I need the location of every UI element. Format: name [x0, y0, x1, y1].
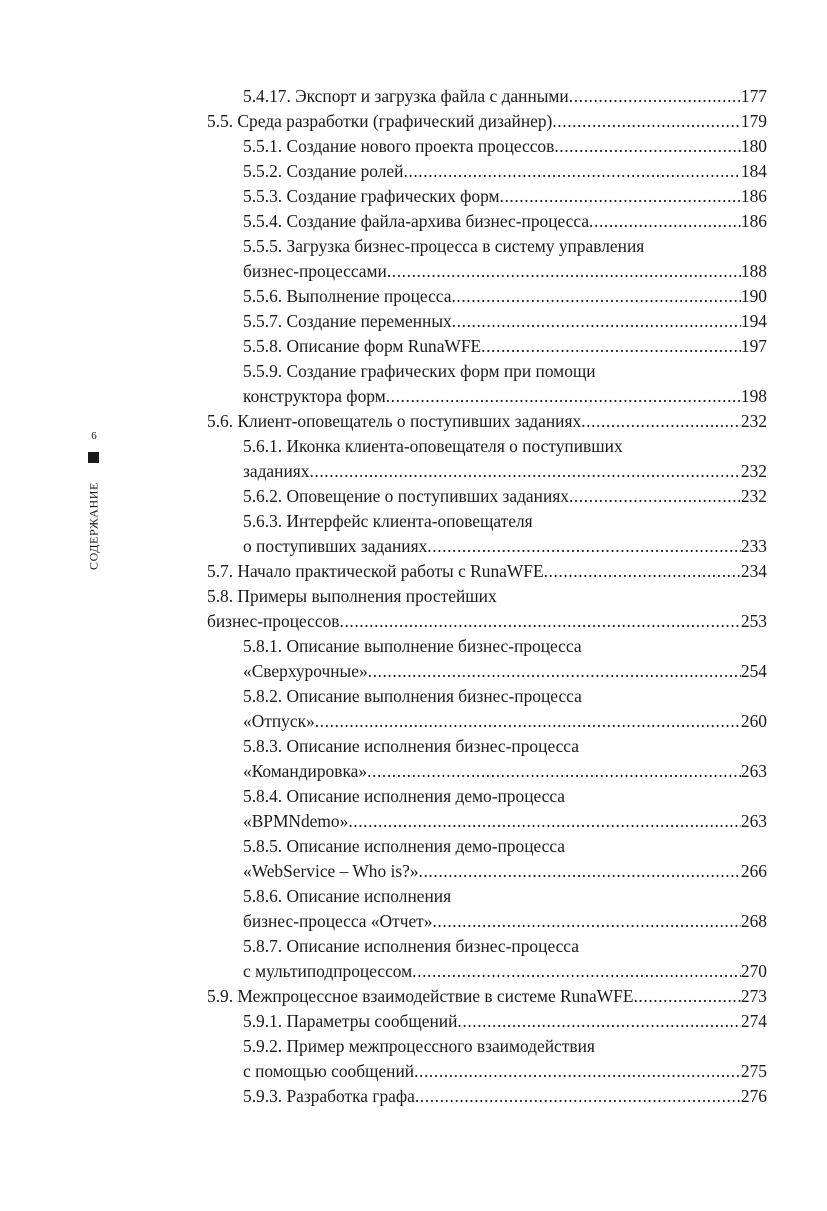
toc-entry — [207, 359, 767, 409]
dot-leader — [412, 959, 741, 984]
dot-leader — [544, 559, 741, 584]
dot-leader — [419, 859, 741, 884]
toc-entry-title: 5.8.6. Описание исполнения — [243, 886, 452, 906]
toc-page-number: 270 — [740, 961, 767, 981]
running-head — [82, 430, 106, 580]
toc-page-number: 234 — [740, 561, 767, 581]
toc-page-number: 274 — [740, 1011, 767, 1031]
toc-entry — [207, 784, 767, 834]
dot-leader — [500, 184, 741, 209]
square-marker-icon — [88, 452, 99, 463]
toc-entry-line — [243, 659, 767, 684]
toc-page-number: 232 — [740, 486, 767, 506]
toc-entry-title: бизнес-процессов — [207, 611, 340, 631]
toc-entry-line — [243, 684, 767, 709]
dot-leader — [432, 909, 740, 934]
toc-entry-line — [243, 134, 767, 159]
toc-page-number: 188 — [740, 261, 767, 281]
toc-entry-line — [243, 184, 767, 209]
toc-entry — [207, 684, 767, 734]
toc-entry-line — [207, 609, 767, 634]
toc-entry-line — [207, 584, 767, 609]
toc-entry-line — [243, 909, 767, 934]
toc-page-number: 198 — [740, 386, 767, 406]
toc-entry-line — [243, 809, 767, 834]
toc-entry-line — [243, 359, 767, 384]
toc-entry-line — [207, 559, 767, 584]
toc-entry-title: 5.8.7. Описание исполнения бизнес-процесса — [243, 936, 579, 956]
toc-entry-title: 5.5.7. Создание переменных — [243, 311, 452, 331]
dot-leader — [414, 1059, 741, 1084]
toc-page-number: 263 — [740, 761, 767, 781]
toc-entry-line — [207, 409, 767, 434]
toc-entry — [207, 559, 767, 584]
toc-entry — [207, 334, 767, 359]
toc-page-number: 276 — [740, 1086, 767, 1106]
toc-entry-title: «WebService – Who is?» — [243, 861, 419, 881]
dot-leader — [309, 459, 740, 484]
toc-entry-line — [207, 984, 767, 1009]
toc-page-number: 268 — [740, 911, 767, 931]
toc-entry-title: бизнес-процесса «Отчет» — [243, 911, 433, 931]
toc-entry — [207, 834, 767, 884]
toc-page-number: 184 — [740, 161, 767, 181]
toc-entry-title: «Командировка» — [243, 761, 368, 781]
toc-entry-title: бизнес-процессами — [243, 261, 387, 281]
toc-entry-title: конструктора форм — [243, 386, 386, 406]
toc-entry-line — [243, 159, 767, 184]
toc-entry-title: 5.9.1. Параметры сообщений — [243, 1011, 458, 1031]
toc-entry-title: 5.8.5. Описание исполнения демо-процесса — [243, 836, 566, 856]
toc-entry — [207, 134, 767, 159]
toc-entry — [207, 409, 767, 434]
toc-entry-line — [243, 959, 767, 984]
toc-page-number: 232 — [740, 411, 767, 431]
toc-entry-title: 5.8.1. Описание выполнение бизнес-процесса — [243, 636, 582, 656]
dot-leader — [452, 309, 741, 334]
toc-entry-line — [243, 884, 767, 909]
dot-leader — [554, 134, 741, 159]
toc-entry-title: 5.5.6. Выполнение процесса — [243, 286, 452, 306]
toc-entry — [207, 159, 767, 184]
dot-leader — [427, 534, 741, 559]
dot-leader — [415, 1084, 741, 1109]
toc-entry — [207, 234, 767, 284]
dot-leader — [581, 409, 741, 434]
toc-entry-title: 5.5.2. Создание ролей — [243, 161, 404, 181]
toc-entry — [207, 934, 767, 984]
toc-entry-line — [243, 459, 767, 484]
dot-leader — [315, 709, 741, 734]
toc-entry-title: 5.6.3. Интерфейс клиента-оповещателя — [243, 511, 533, 531]
toc-entry-line — [243, 1084, 767, 1109]
toc-page-number: 263 — [740, 811, 767, 831]
toc-page-number: 275 — [740, 1061, 767, 1081]
toc-entry-line — [243, 284, 767, 309]
toc-entry — [207, 634, 767, 684]
dot-leader — [457, 1009, 740, 1034]
toc-entry-line — [243, 834, 767, 859]
toc-entry-line — [243, 709, 767, 734]
toc-entry-line — [243, 784, 767, 809]
toc-page-number: 233 — [740, 536, 767, 556]
toc-entry — [207, 309, 767, 334]
dot-leader — [633, 984, 740, 1009]
toc-entry — [207, 209, 767, 234]
toc-entry-title: 5.5. Среда разработки (графический дизайнер) — [207, 111, 553, 131]
toc-page-number: 260 — [740, 711, 767, 731]
toc-entry — [207, 884, 767, 934]
toc-entry-title: 5.9.2. Пример межпроцессного взаимодействия — [243, 1036, 595, 1056]
toc-entry-title: 5.5.5. Загрузка бизнес-процесса в систему управления — [243, 236, 645, 256]
toc-entry — [207, 1034, 767, 1084]
toc-page-number: 179 — [740, 111, 767, 131]
toc-entry-title: 5.8.2. Описание выполнения бизнес-процесса — [243, 686, 582, 706]
dot-leader — [552, 109, 741, 134]
toc-entry-title: с помощью сообщений — [243, 1061, 415, 1081]
toc-entry-title: 5.6.1. Иконка клиента-оповещателя о поступивших — [243, 436, 623, 456]
toc-entry-line — [243, 384, 767, 409]
toc-entry-line — [243, 734, 767, 759]
dot-leader — [348, 809, 741, 834]
toc-entry-title: 5.9. Межпроцессное взаимодействие в системе RunaWFE — [207, 986, 634, 1006]
toc-entry-title: 5.7. Начало практической работы с RunaWFE — [207, 561, 544, 581]
toc-page-number: 266 — [740, 861, 767, 881]
toc-page-number: 190 — [740, 286, 767, 306]
toc-entry-line — [243, 334, 767, 359]
toc-entry — [207, 734, 767, 784]
toc-entry-line — [243, 509, 767, 534]
toc-entry-title: «Сверхурочные» — [243, 661, 368, 681]
dot-leader — [481, 334, 741, 359]
running-title: СОДЕРЖАНИЕ — [86, 482, 101, 570]
toc-entry-title: 5.5.1. Создание нового проекта процессов — [243, 136, 555, 156]
toc-entry-line — [243, 759, 767, 784]
dot-leader — [367, 759, 741, 784]
toc-entry — [207, 584, 767, 634]
toc-entry-line — [243, 259, 767, 284]
toc-entry-title: 5.5.8. Описание форм RunaWFE — [243, 336, 482, 356]
toc-entry — [207, 984, 767, 1009]
toc-entry-title: 5.5.4. Создание файла-архива бизнес-процесса — [243, 211, 590, 231]
toc-page-number: 177 — [740, 86, 767, 106]
toc-entry — [207, 284, 767, 309]
toc-entry-title: 5.6.2. Оповещение о поступивших заданиях — [243, 486, 569, 506]
toc-entry-title: «Отпуск» — [243, 711, 315, 731]
toc-entry-title: 5.5.3. Создание графических форм — [243, 186, 500, 206]
dot-leader — [451, 284, 740, 309]
toc-entry-title: 5.4.17. Экспорт и загрузка файла с данными — [243, 86, 569, 106]
toc-entry — [207, 509, 767, 559]
toc-entry-title: 5.6. Клиент-оповещатель о поступивших заданиях — [207, 411, 582, 431]
toc-entry-title: с мультиподпроцессом — [243, 961, 413, 981]
toc-entry — [207, 1084, 767, 1109]
toc-entry — [207, 1009, 767, 1034]
toc-entry-line — [243, 209, 767, 234]
toc-entry-title: 5.8. Примеры выполнения простейших — [207, 586, 497, 606]
toc-entry-line — [243, 534, 767, 559]
toc-page-number: 194 — [740, 311, 767, 331]
dot-leader — [387, 259, 741, 284]
toc-page-number: 253 — [740, 611, 767, 631]
dot-leader — [569, 84, 741, 109]
toc-entry-line — [243, 859, 767, 884]
toc-page-number: 197 — [740, 336, 767, 356]
toc-page-number: 186 — [740, 211, 767, 231]
toc-entry-line — [243, 1009, 767, 1034]
toc-entry-line — [243, 634, 767, 659]
toc-page-number: 186 — [740, 186, 767, 206]
dot-leader — [569, 484, 741, 509]
dot-leader — [403, 159, 740, 184]
toc-page-number: 232 — [740, 461, 767, 481]
toc-entry — [207, 184, 767, 209]
toc-entry-line — [207, 109, 767, 134]
toc-entry-line — [243, 1034, 767, 1059]
toc-entry-title: 5.5.9. Создание графических форм при помощи — [243, 361, 596, 381]
dot-leader — [368, 659, 741, 684]
dot-leader — [386, 384, 741, 409]
toc-page-number: 180 — [740, 136, 767, 156]
toc-entry-line — [243, 434, 767, 459]
toc-page-number: 254 — [740, 661, 767, 681]
toc-entry-title: о поступивших заданиях — [243, 536, 428, 556]
toc-entry — [207, 84, 767, 109]
toc-entry — [207, 109, 767, 134]
dot-leader — [340, 609, 741, 634]
toc-entry — [207, 484, 767, 509]
toc-entry-line — [243, 234, 767, 259]
page-number: 6 — [91, 430, 97, 442]
toc-entry-title: 5.9.3. Разработка графа — [243, 1086, 415, 1106]
dot-leader — [589, 209, 741, 234]
toc-entry-line — [243, 84, 767, 109]
toc-page-number: 273 — [740, 986, 767, 1006]
toc-entry-title: заданиях — [243, 461, 310, 481]
toc-entry-line — [243, 484, 767, 509]
table-of-contents — [207, 84, 767, 1109]
toc-entry-title: 5.8.4. Описание исполнения демо-процесса — [243, 786, 566, 806]
toc-entry-line — [243, 934, 767, 959]
toc-entry-title: «BPMNdemo» — [243, 811, 349, 831]
toc-entry-line — [243, 309, 767, 334]
toc-entry-line — [243, 1059, 767, 1084]
toc-entry — [207, 434, 767, 484]
toc-entry-title: 5.8.3. Описание исполнения бизнес-процесса — [243, 736, 579, 756]
